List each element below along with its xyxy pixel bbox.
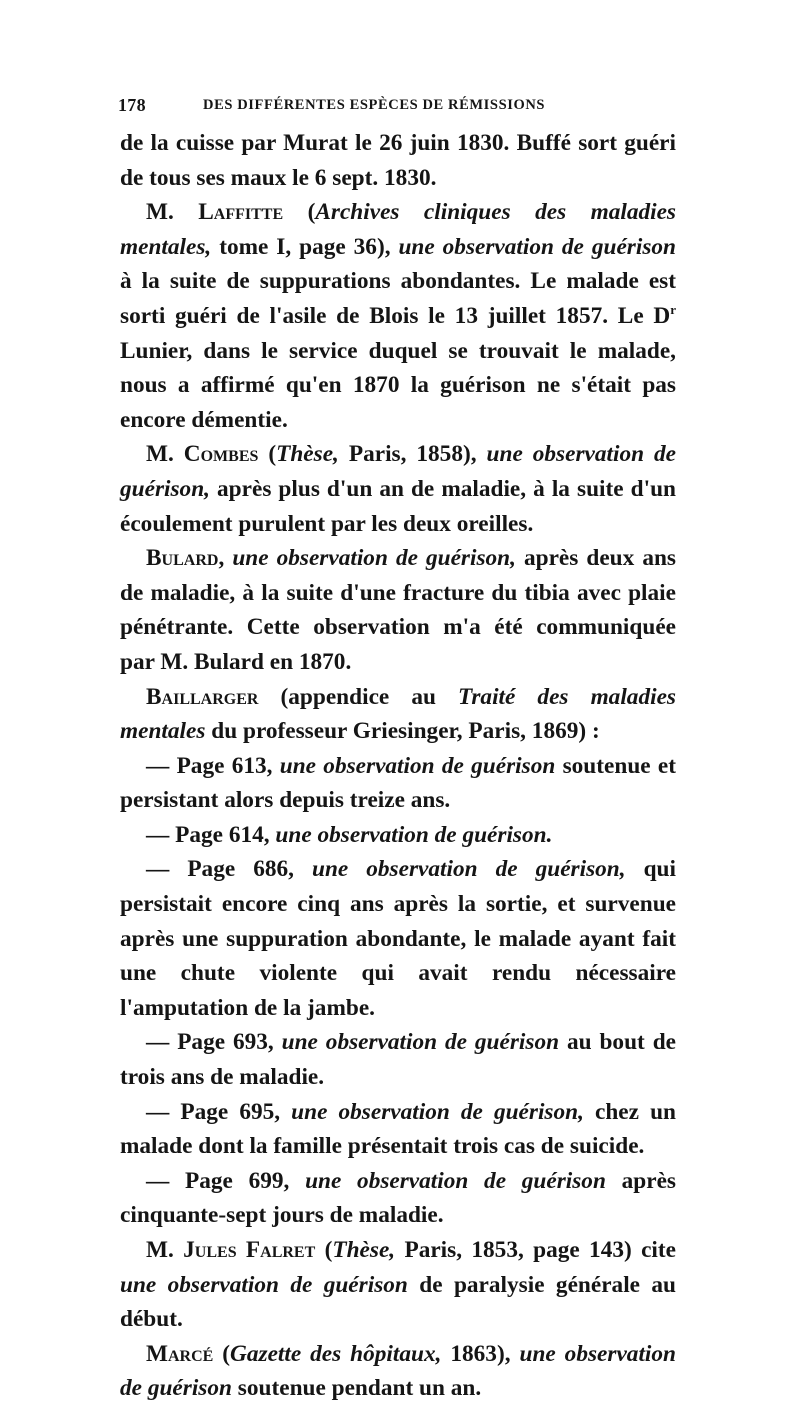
paragraph: Marcé (Gazette des hôpitaux, 1863), une observation de guérison soutenue pendant un an. bbox=[120, 1340, 676, 1402]
observation-phrase: une observation de guérison bbox=[120, 1340, 676, 1402]
observation-phrase: une observation de guérison, bbox=[232, 545, 516, 572]
running-header bbox=[118, 95, 668, 119]
author-name: Jules Falret bbox=[183, 1237, 316, 1263]
paragraph: — Page 614, une observation de guérison. bbox=[146, 821, 553, 848]
observation-phrase: une observation de guérison bbox=[398, 233, 676, 260]
paragraph: de la cuisse par Murat le 26 juin 1830. Buffé sort guéri de tous ses maux le 6 sept. 1830. bbox=[120, 130, 676, 191]
paragraph: M. Jules Falret (Thèse, Paris, 1853, page 143) cite une observation de guérison de paralysie générale au début. bbox=[120, 1237, 676, 1333]
observation-phrase: une observation de guérison, bbox=[311, 856, 626, 883]
observation-phrase: une observation de guérison, bbox=[120, 441, 676, 502]
running-title: DES DIFFÉRENTES ESPÈCES DE RÉMISSIONS bbox=[203, 97, 546, 113]
author-name: Baillarger bbox=[146, 683, 259, 710]
observation-phrase: une observation de guérison bbox=[305, 1167, 606, 1194]
observation-phrase: une observation de guérison, bbox=[291, 1098, 584, 1125]
page-body bbox=[120, 126, 676, 1406]
paragraph: — Page 686, une observation de guérison, qui persistait encore cinq ans après la sortie, et survenue après une suppuration abondante, le malade ayant fait une chute violente qui avait rendu nécessaire l'amputation de la jambe. bbox=[120, 856, 676, 1021]
author-name: Bulard bbox=[146, 545, 219, 572]
paragraph: — Page 693, une observation de guérison au bout de trois ans de maladie. bbox=[120, 1029, 676, 1091]
page-number: 178 bbox=[118, 95, 146, 115]
source-title: Traité des maladies mentales bbox=[120, 683, 676, 745]
source-title: Archives cliniques des maladies mentales, bbox=[120, 199, 676, 260]
observation-phrase: une observation de guérison bbox=[281, 1029, 560, 1056]
paragraph: M. Laffitte (Archives cliniques des maladies mentales, tome I, page 36), une observation de guérison à la suite de suppurations abondantes. Le malade est sorti guéri de l'asile de Blois le 13 juillet 1857. Le $D^r$ Lunier, dans le service duquel se trouvait le malade, nous a affirmé qu'en 1870 la guérison ne s'était pas encore démentie. bbox=[120, 199, 676, 433]
observation-phrase: une observation de guérison. bbox=[275, 821, 553, 848]
observation-phrase: une observation de guérison bbox=[120, 1271, 408, 1298]
author-name: Laffitte bbox=[198, 199, 284, 226]
observation-phrase: une observation de guérison bbox=[279, 752, 556, 779]
paragraph: — Page 613, une observation de guérison soutenue et persistant alors depuis treize ans. bbox=[120, 752, 676, 814]
paragraph: — Page 699, une observation de guérison après cinquante-sept jours de maladie. bbox=[120, 1167, 676, 1229]
paragraph: M. Combes (Thèse, Paris, 1858), une observation de guérison, après plus d'un an de maladie, à la suite d'un écoulement purulent par les deux oreilles. bbox=[120, 441, 676, 537]
source-title: Gazette des hôpitaux, bbox=[230, 1340, 442, 1367]
paragraph: Bulard, une observation de guérison, après deux ans de maladie, à la suite d'une fracture du tibia avec plaie pénétrante. Cette observation m'a été communiquée par M. Bulard en 1870. bbox=[120, 545, 676, 675]
author-name: Marcé bbox=[146, 1340, 214, 1367]
source-title: Thèse, bbox=[332, 1237, 396, 1263]
author-name: Combes bbox=[183, 441, 259, 468]
paragraph: Baillarger (appendice au Traité des maladies mentales du professeur Griesinger, Paris, 1869) : bbox=[120, 683, 676, 745]
source-title: Thèse, bbox=[276, 441, 339, 468]
paragraph: — Page 695, une observation de guérison, chez un malade dont la famille présentait trois cas de suicide. bbox=[120, 1098, 676, 1160]
